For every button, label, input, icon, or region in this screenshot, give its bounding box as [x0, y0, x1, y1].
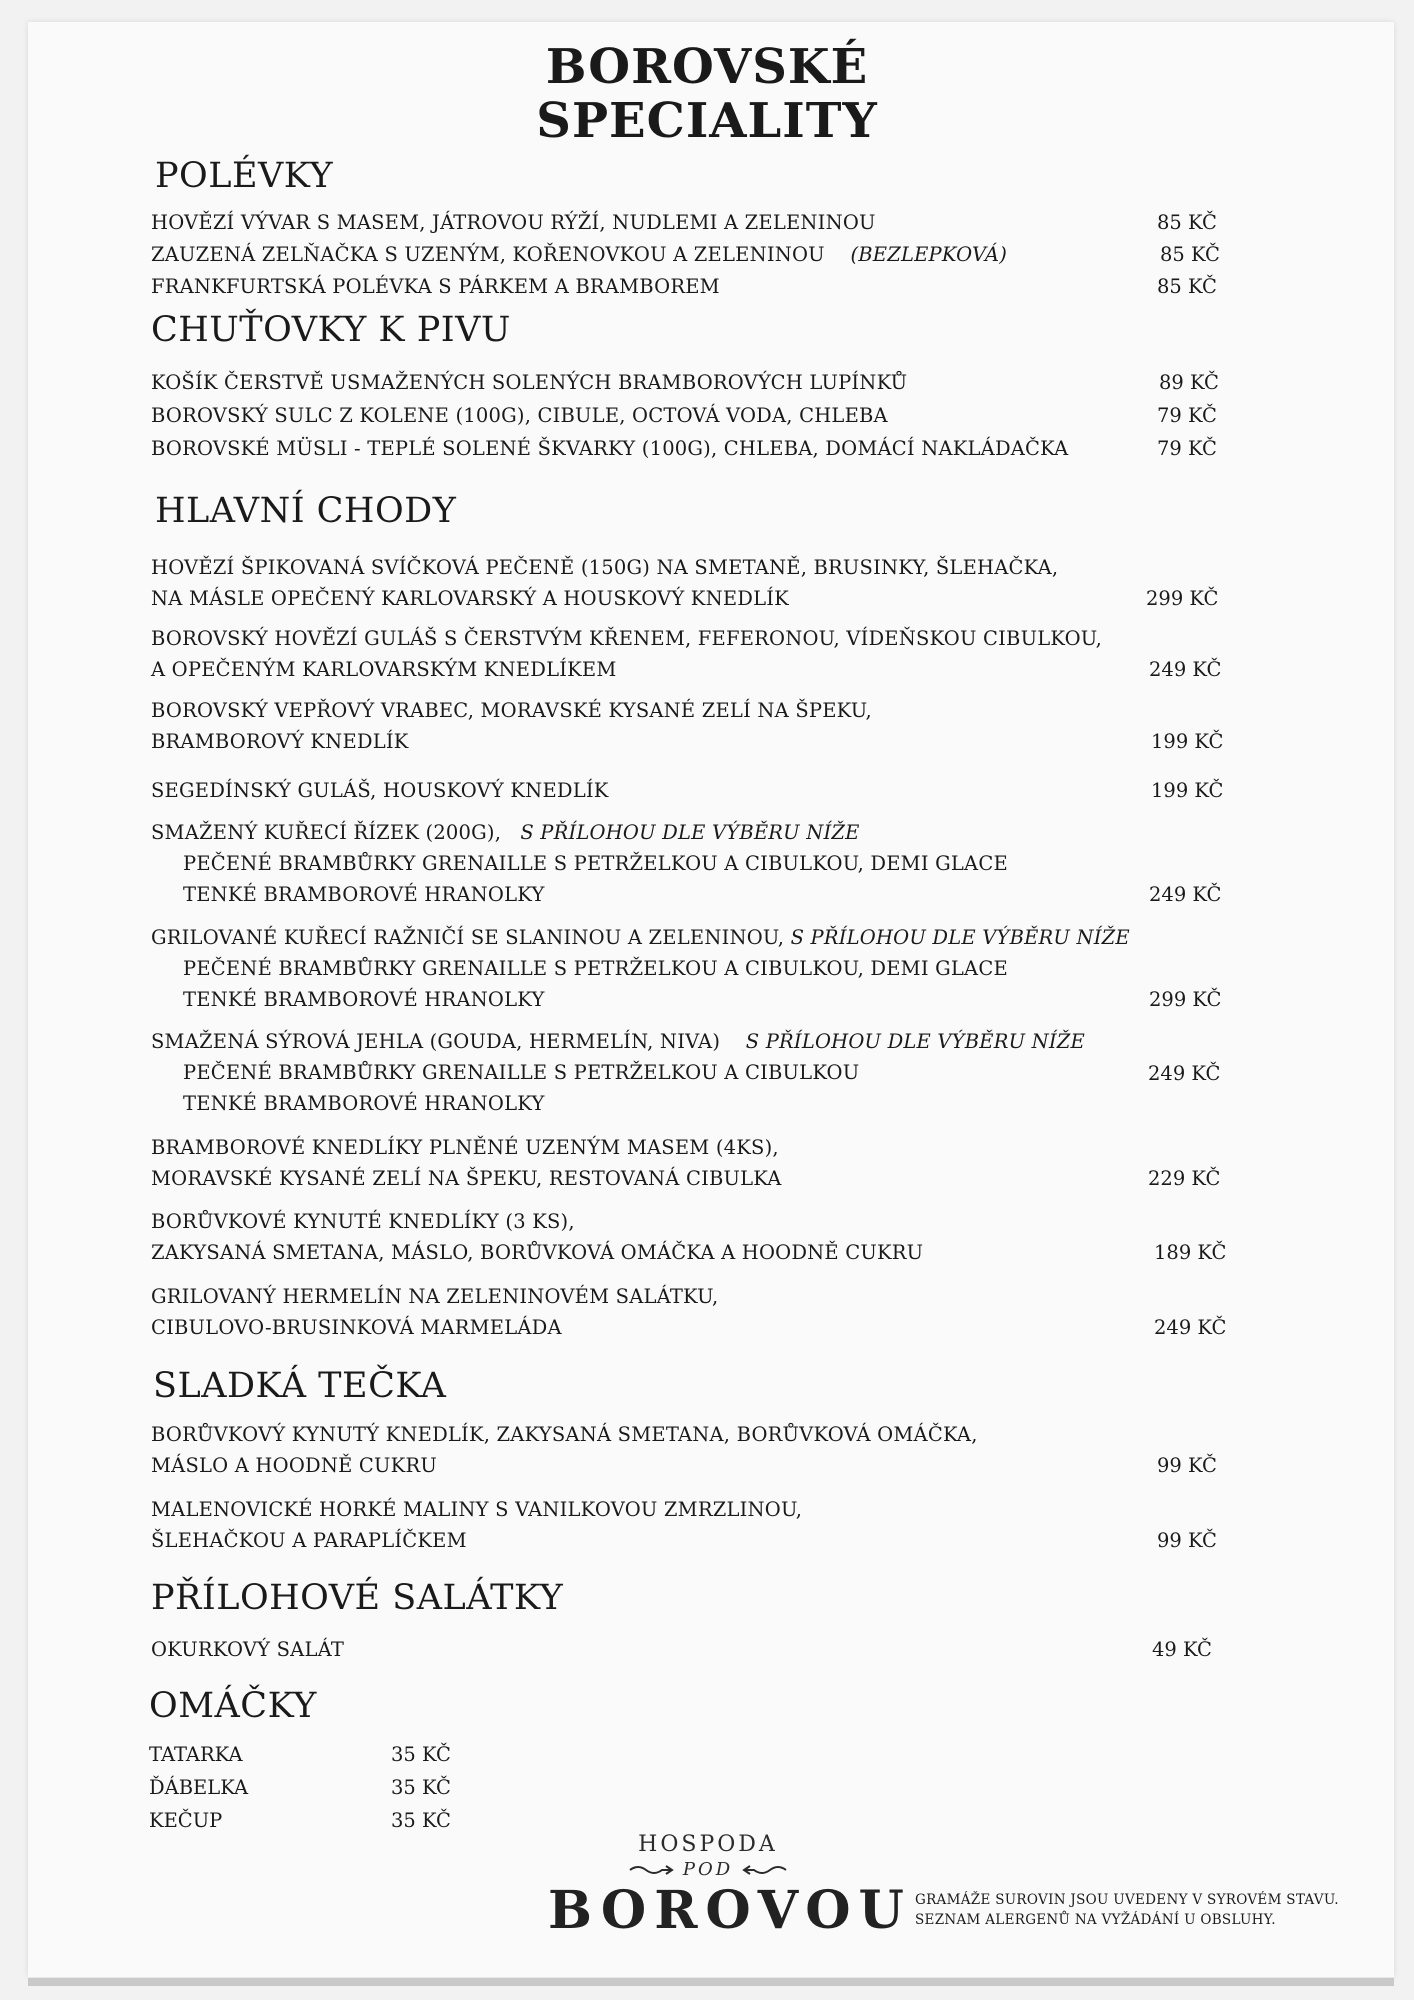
item-name: BRAMBOROVÉ KNEDLÍKY PLNĚNÉ UZENÝM MASEM (4KS),: [151, 1136, 779, 1159]
item-price: 249 KČ: [1148, 1062, 1221, 1085]
item-name-cont: ŠLEHAČKOU A PARAPLÍČKEM: [151, 1529, 467, 1552]
heading-chutovky: CHUŤOVKY K PIVU: [151, 310, 511, 350]
menu-item: [151, 1281, 718, 1343]
menu-item: [151, 400, 888, 431]
heading-omacky: OMÁČKY: [149, 1686, 317, 1726]
allergen-note: [915, 1890, 1339, 1930]
item-name: SMAŽENÝ KUŘECÍ ŘÍZEK (200G),: [151, 821, 502, 844]
menu-item: [151, 367, 907, 398]
item-name: HOVĚZÍ VÝVAR S MASEM, JÁTROVOU RÝŽÍ, NUDLEMI A ZELENINOU: [151, 211, 876, 234]
item-side-option: PEČENÉ BRAMBŮRKY GRENAILLE S PETRŽELKOU A CIBULKOU, DEMI GLACE: [183, 957, 1008, 980]
item-price: 85 KČ: [1157, 275, 1217, 298]
item-name: SMAŽENÁ SÝROVÁ JEHLA (GOUDA, HERMELÍN, NIVA): [151, 1030, 721, 1053]
menu-title-line-1: BOROVSKÉ: [545, 39, 869, 95]
item-side-option: PEČENÉ BRAMBŮRKY GRENAILLE S PETRŽELKOU A CIBULKOU: [183, 1061, 860, 1084]
item-name: OKURKOVÝ SALÁT: [151, 1638, 345, 1661]
menu-item: [151, 552, 1058, 614]
item-price: 79 KČ: [1157, 437, 1217, 460]
footnote-line: GRAMÁŽE SUROVIN JSOU UVEDENY V SYROVÉM STAVU.: [915, 1892, 1339, 1908]
heading-prilohove-salatky: PŘÍLOHOVÉ SALÁTKY: [151, 1578, 564, 1618]
item-name: SEGEDÍNSKÝ GULÁŠ, HOUSKOVÝ KNEDLÍK: [151, 779, 609, 802]
menu-item: [151, 775, 609, 806]
item-name: BORŮVKOVÉ KYNUTÉ KNEDLÍKY (3 KS),: [151, 1210, 575, 1233]
item-side-option: TENKÉ BRAMBOROVÉ HRANOLKY: [183, 988, 545, 1011]
item-price: 85 KČ: [1160, 243, 1220, 266]
menu-item: [151, 239, 1007, 270]
item-name-cont: BRAMBOROVÝ KNEDLÍK: [151, 730, 409, 753]
ornament-right-icon: [742, 1864, 788, 1876]
item-name: MALENOVICKÉ HORKÉ MALINY S VANILKOVOU ZMRZLINOU,: [151, 1498, 803, 1521]
item-name: BOROVSKÉ MÜSLI - TEPLÉ SOLENÉ ŠKVARKY (100G), CHLEBA, DOMÁCÍ NAKLÁDAČKA: [151, 437, 1069, 460]
item-name-cont: NA MÁSLE OPEČENÝ KARLOVARSKÝ A HOUSKOVÝ KNEDLÍK: [151, 587, 789, 610]
item-name: BOROVSKÝ SULC Z KOLENE (100G), CIBULE, OCTOVÁ VODA, CHLEBA: [151, 404, 888, 427]
menu-item: [151, 1206, 923, 1268]
menu-item: [151, 922, 1130, 1015]
item-price: 299 KČ: [1149, 988, 1222, 1011]
menu-title-line-2: SPECIALITY: [536, 93, 878, 149]
item-name: FRANKFURTSKÁ POLÉVKA S PÁRKEM A BRAMBOREM: [151, 275, 720, 298]
sauce-name: TATARKA: [149, 1743, 243, 1766]
sauce-price: 35 KČ: [391, 1809, 451, 1832]
item-price: 249 KČ: [1154, 1316, 1227, 1339]
menu-item: [151, 623, 1102, 685]
menu-item: [151, 271, 720, 302]
sauce-name: ĎÁBELKA: [149, 1776, 249, 1799]
item-price: 199 KČ: [1151, 779, 1224, 802]
menu-item: [151, 695, 872, 757]
heading-sladka-tecka: SLADKÁ TEČKA: [153, 1366, 447, 1406]
menu-item: [151, 1494, 802, 1556]
item-name: ZAUZENÁ ZELŇAČKA S UZENÝM, KOŘENOVKOU A ZELENINOU: [151, 243, 825, 266]
item-name-cont: CIBULOVO-BRUSINKOVÁ MARMELÁDA: [151, 1316, 562, 1339]
item-name: GRILOVANÝ HERMELÍN NA ZELENINOVÉM SALÁTKU,: [151, 1285, 719, 1308]
menu-item: [151, 1026, 1085, 1119]
sauce-name: KEČUP: [149, 1809, 223, 1832]
logo-text-bottom: BOROVOU: [548, 1880, 912, 1941]
menu-item: [151, 207, 876, 238]
footnote-line: SEZNAM ALERGENŮ NA VYŽÁDÁNÍ U OBSLUHY.: [915, 1912, 1276, 1928]
item-price: 99 KČ: [1157, 1454, 1217, 1477]
item-name: GRILOVANÉ KUŘECÍ RAŽNIČÍ SE SLANINOU A ZELENINOU,: [151, 926, 785, 949]
item-price: 229 KČ: [1148, 1167, 1221, 1190]
item-note: S PŘÍLOHOU DLE VÝBĚRU NÍŽE: [745, 1030, 1085, 1053]
sauce-price: 35 KČ: [391, 1743, 451, 1766]
heading-hlavni-chody: HLAVNÍ CHODY: [155, 491, 457, 531]
menu-item: [151, 817, 1008, 910]
item-note: S PŘÍLOHOU DLE VÝBĚRU NÍŽE: [520, 821, 860, 844]
item-price: 79 KČ: [1157, 404, 1217, 427]
item-side-option: TENKÉ BRAMBOROVÉ HRANOLKY: [183, 1092, 545, 1115]
item-price: 85 KČ: [1157, 211, 1217, 234]
item-price: 89 KČ: [1159, 371, 1219, 394]
item-name: KOŠÍK ČERSTVĚ USMAŽENÝCH SOLENÝCH BRAMBOROVÝCH LUPÍNKŮ: [151, 371, 908, 394]
item-side-option: TENKÉ BRAMBOROVÉ HRANOLKY: [183, 883, 545, 906]
item-price: 49 KČ: [1152, 1638, 1212, 1661]
item-side-option: PEČENÉ BRAMBŮRKY GRENAILLE S PETRŽELKOU A CIBULKOU, DEMI GLACE: [183, 852, 1008, 875]
menu-item: [151, 1419, 978, 1481]
item-price: 199 KČ: [1151, 730, 1224, 753]
item-price: 249 KČ: [1149, 658, 1222, 681]
item-name: BORŮVKOVÝ KYNUTÝ KNEDLÍK, ZAKYSANÁ SMETANA, BORŮVKOVÁ OMÁČKA,: [151, 1423, 978, 1446]
item-name-cont: MÁSLO A HOODNĚ CUKRU: [151, 1454, 437, 1477]
sauce-price: 35 KČ: [391, 1776, 451, 1799]
item-price: 189 KČ: [1154, 1241, 1227, 1264]
item-price: 299 KČ: [1146, 587, 1219, 610]
restaurant-logo: [548, 1832, 912, 1952]
ornament-left-icon: [628, 1864, 674, 1876]
item-name: HOVĚZÍ ŠPIKOVANÁ SVÍČKOVÁ PEČENĚ (150G) NA SMETANĚ, BRUSINKY, ŠLEHAČKA,: [151, 556, 1059, 579]
item-name-cont: ZAKYSANÁ SMETANA, MÁSLO, BORŮVKOVÁ OMÁČKA A HOODNĚ CUKRU: [151, 1241, 924, 1264]
item-note: (BEZLEPKOVÁ): [850, 243, 1007, 266]
item-price: 249 KČ: [1149, 883, 1222, 906]
page-bottom-shadow: [28, 1978, 1394, 1986]
menu-item: [151, 433, 1068, 464]
item-name: BOROVSKÝ VEPŘOVÝ VRABEC, MORAVSKÉ KYSANÉ ZELÍ NA ŠPEKU,: [151, 699, 872, 722]
menu-item: [151, 1132, 782, 1194]
menu-item: [151, 1634, 344, 1665]
item-name: BOROVSKÝ HOVĚZÍ GULÁŠ S ČERSTVÝM KŘENEM, FEFERONOU, VÍDEŇSKOU CIBULKOU,: [151, 627, 1103, 650]
item-price: 99 KČ: [1157, 1529, 1217, 1552]
item-name-cont: MORAVSKÉ KYSANÉ ZELÍ NA ŠPEKU, RESTOVANÁ CIBULKA: [151, 1167, 782, 1190]
heading-polevky: POLÉVKY: [155, 156, 334, 196]
item-note: S PŘÍLOHOU DLE VÝBĚRU NÍŽE: [790, 926, 1130, 949]
item-name-cont: A OPEČENÝM KARLOVARSKÝM KNEDLÍKEM: [151, 658, 617, 681]
logo-text-mid: POD: [682, 1859, 734, 1880]
logo-text-top: HOSPODA: [638, 1832, 778, 1857]
